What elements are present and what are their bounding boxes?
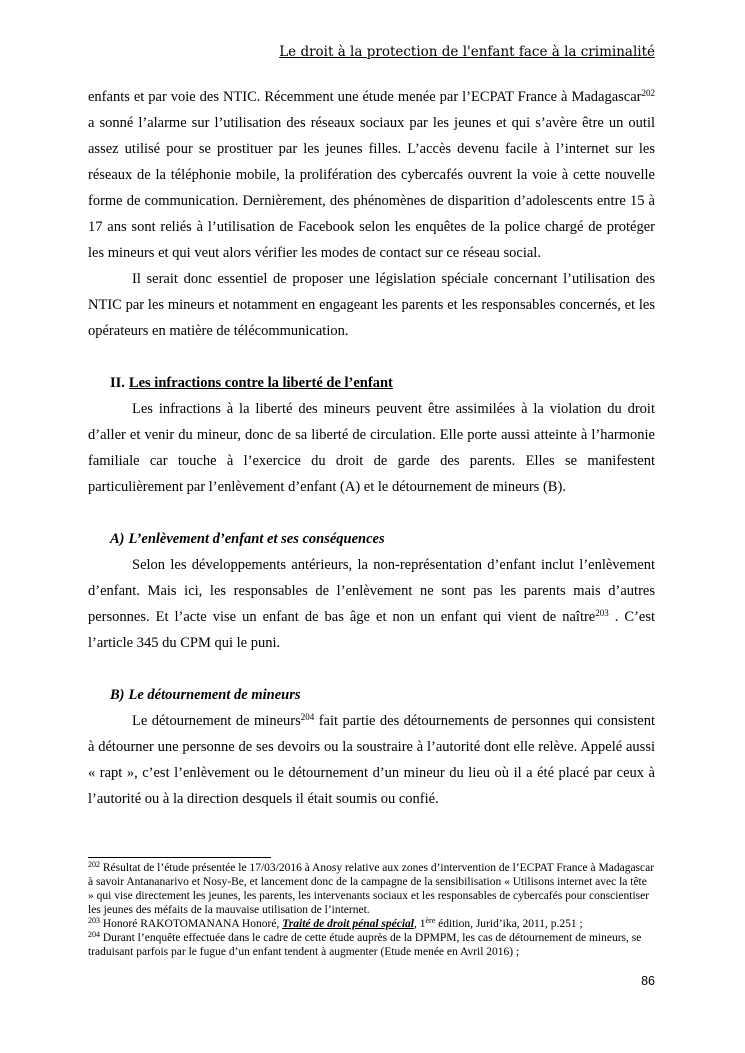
text-span: enfants et par voie des NTIC. Récemment une étude menée par l’ECPAT France à Madagascar: [88, 89, 642, 105]
subsection-heading-b: [88, 682, 655, 708]
footnote-number: 204: [88, 930, 100, 939]
footnote-text: Résultat de l’étude présentée le 17/03/2016 à Anosy relative aux zones d’intervention de l’ECPAT France à Madagascar à savoir Antananarivo et Nosy-Be, et lancement donc de la campagne de la sensibilisation « Utilisons internet avec la tête » qui vise directement les jeunes, les parents, les intervenants sociaux et les responsables de cybercafés pour conscientiser les jeunes des méfaits de la mauvaise utilisation de l’internet.: [88, 862, 655, 916]
section-title: Les infractions contre la liberté de l’enfant: [128, 375, 393, 391]
text-span: Selon les développements antérieurs, la non-représentation d’enfant inclut l’enlèvement d’enfant. Mais ici, les responsables de l’enlèvement ne sont pas les parents mais d’autres personnes. Et l’acte vise un enfant de bas âge et non un enfant qui vient de naître: [88, 557, 655, 625]
footnote-ref-203[interactable]: 203: [595, 608, 609, 618]
section-heading-ii: [88, 370, 655, 396]
book-title: Traité de droit pénal spécial: [282, 918, 414, 930]
footnote-separator: [88, 857, 271, 858]
footnote-202: [88, 861, 655, 917]
paragraph-4: [88, 552, 655, 656]
footnote-text: édition, Jurid’ika, 2011, p.251 ;: [435, 918, 583, 930]
footnote-text: Durant l’enquête effectuée dans le cadre de cette étude auprès de la DPMPM, les cas de détournement de mineurs, se traduisant parfois par le fugue d’un enfant tendent à augmenter (Etude menée en Avril 2016) ;: [88, 932, 642, 958]
text-span: Le détournement de mineurs: [132, 713, 301, 729]
section-number: II.: [110, 375, 125, 391]
footnote-text: Honoré RAKOTOMANANA Honoré,: [100, 918, 283, 930]
body-text: [88, 84, 655, 812]
paragraph-2: Il serait donc essentiel de proposer une législation spéciale concernant l’utilisation des NTIC par les mineurs et notamment en engageant les parents et les responsables concernés, et les opérateurs en matière de télécommunication.: [88, 271, 655, 339]
footnote-text: , 1: [414, 918, 426, 930]
page-number: 86: [641, 974, 655, 988]
footnote-ref-202[interactable]: 202: [641, 88, 655, 98]
subsection-heading-a: [88, 526, 655, 552]
text-span: a sonné l’alarme sur l’utilisation des réseaux sociaux par les jeunes et qui s’avère être un outil assez utilisé pour se prostituer par les jeunes filles. L’accès devenu facile à l’internet sur les réseaux de la téléphonie mobile, la prolifération des cybercafés ouvrent la voie à cette nouvelle forme de communication. Dernièrement, des phénomènes de disparition d’adolescents entre 15 à 17 ans sont reliés à l’utilisation de Facebook selon les enquêtes de la police chargé de protéger les mineurs et qui veut alors vérifier les modes de contact sur ce réseau social.: [88, 115, 655, 261]
subsection-title: Le détournement de mineurs: [128, 687, 301, 703]
footnote-number: 203: [88, 916, 100, 925]
paragraph-5: [88, 708, 655, 812]
footnote-204: [88, 931, 655, 959]
ordinal-superscript: ère: [425, 916, 436, 925]
footnote-203: [88, 917, 655, 931]
footnote-number: 202: [88, 860, 100, 869]
text-span: . C’est l’article 345 du CPM qui le puni.: [88, 609, 656, 651]
subsection-number: A): [110, 531, 125, 547]
running-header: Le droit à la protection de l'enfant face à la criminalité: [279, 44, 655, 60]
text-span: fait partie des détournements de personnes qui consistent à détourner une personne de ses devoirs ou la soustraire à l’autorité dont elle relève. Appelé aussi « rapt », c’est l’enlèvement ou le détournement d’un mineur du lieu où il a été placé par ceux à l’autorité ou à la direction desquels il était soumis ou confié.: [88, 713, 655, 807]
subsection-number: B): [110, 687, 125, 703]
paragraph-3: Les infractions à la liberté des mineurs peuvent être assimilées à la violation du droit d’aller et venir du mineur, donc de sa liberté de circulation. Elle porte aussi atteinte à l’harmonie familiale car touche à l’exercice du droit de garde des parents. Elles se manifestent particulièrement par l’enlèvement d’enfant (A) et le détournement de mineurs (B).: [88, 401, 655, 495]
footnotes: [88, 861, 655, 959]
paragraph-1: [88, 84, 655, 266]
footnote-ref-204[interactable]: 204: [300, 712, 315, 722]
subsection-title: L’enlèvement d’enfant et ses conséquences: [128, 531, 385, 547]
